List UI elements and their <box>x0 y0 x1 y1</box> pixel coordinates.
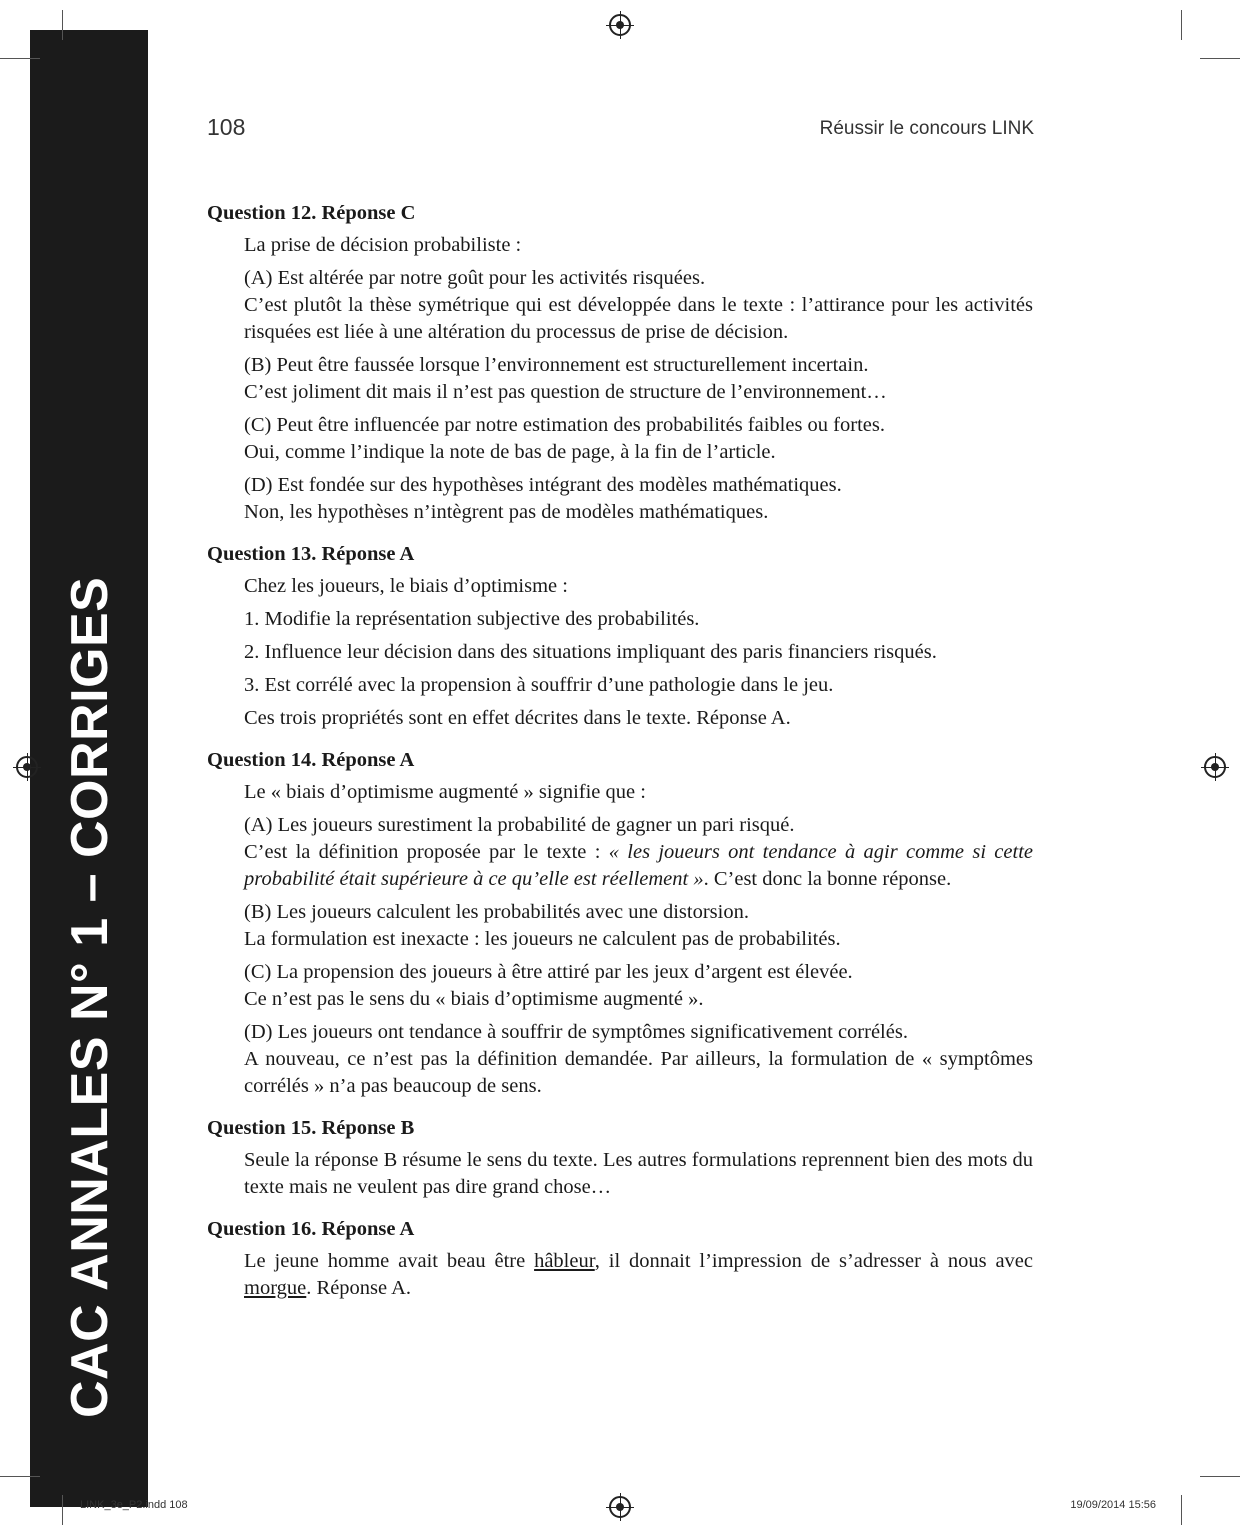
text-line: Ces trois propriétés sont en effet décrites dans le texte. Réponse A. <box>244 707 791 729</box>
list-item <box>244 639 1033 666</box>
answer-option <box>244 412 1033 466</box>
question-14 <box>207 747 1033 1100</box>
underlined-word: morgue <box>244 1277 307 1299</box>
crop-mark <box>0 1476 40 1477</box>
option-comment: A nouveau, ce n’est pas la définition demandée. Par ailleurs, la formulation de « symptômes corrélés » n’a pas beaucoup de sens. <box>244 1048 1033 1097</box>
option-comment: La formulation est inexacte : les joueurs ne calculent pas de probabilités. <box>244 928 841 950</box>
example-sentence <box>244 1248 1033 1302</box>
question-12 <box>207 200 1033 526</box>
text-line: Chez les joueurs, le biais d’optimisme : <box>244 575 568 597</box>
question-prompt <box>244 573 1033 600</box>
option-text: (A) Est altérée par notre goût pour les activités risquées. <box>244 267 706 289</box>
question-title: Question 16. Réponse A <box>207 1218 415 1240</box>
footer-timestamp: 19/09/2014 15:56 <box>1070 1499 1156 1511</box>
crop-mark <box>62 10 63 40</box>
option-comment: Non, les hypothèses n’intègrent pas de modèles mathématiques. <box>244 501 769 523</box>
option-comment: Oui, comme l’indique la note de bas de page, à la fin de l’article. <box>244 441 776 463</box>
option-text: (A) Les joueurs surestiment la probabilité de gagner un pari risqué. <box>244 814 795 836</box>
crop-mark <box>0 58 40 59</box>
option-comment: C’est joliment dit mais il n’est pas question de structure de l’environnement… <box>244 381 887 403</box>
underlined-word: hâbleur <box>534 1250 595 1272</box>
sentence-part: . Réponse A. <box>306 1277 412 1299</box>
sentence-part: , il donnait l’impression de s’adresser à nous avec <box>594 1250 1033 1272</box>
sentence-text <box>244 1248 1033 1302</box>
option-comment: C’est plutôt la thèse symétrique qui est développée dans le texte : l’attirance pour les activités risquées est liée à une altération du processus de prise de décision. <box>244 294 1033 343</box>
registration-mark-icon <box>16 756 38 778</box>
crop-mark <box>1181 1495 1182 1525</box>
question-title: Question 12. Réponse C <box>207 202 416 224</box>
option-text: (C) La propension des joueurs à être attiré par les jeux d’argent est élevée. <box>244 961 853 983</box>
answer-option <box>244 1019 1033 1100</box>
crop-mark <box>1200 58 1240 59</box>
registration-mark-icon <box>609 14 631 36</box>
question-title: Question 14. Réponse A <box>207 749 415 771</box>
question-title: Question 15. Réponse B <box>207 1117 415 1139</box>
option-text: (B) Peut être faussée lorsque l’environnement est structurellement incertain. <box>244 354 869 376</box>
conclusion <box>244 705 1033 732</box>
text-line: 3. Est corrélé avec la propension à souffrir d’une pathologie dans le jeu. <box>244 674 834 696</box>
text-line: 2. Influence leur décision dans des situations impliquant des paris financiers risqués. <box>244 641 937 663</box>
crop-mark <box>1181 10 1182 40</box>
comment-suffix: . C’est donc la bonne réponse. <box>703 868 952 890</box>
answer-option <box>244 352 1033 406</box>
question-prompt <box>244 779 1033 806</box>
option-text: (B) Les joueurs calculent les probabilités avec une distorsion. <box>244 901 749 923</box>
answer-option <box>244 812 1033 893</box>
quote: « les joueurs ont tendance à agir comme si cette probabilité était supérieure à ce qu’elle est réellement » <box>244 841 1033 890</box>
question-15 <box>207 1115 1033 1201</box>
running-title: Réussir le concours LINK <box>819 118 1034 139</box>
explanation <box>244 1147 1033 1201</box>
answer-option <box>244 265 1033 346</box>
option-comment <box>244 839 1033 893</box>
list-item <box>244 606 1033 633</box>
footer-file: LINK_3e_P2.indd 108 <box>80 1499 188 1511</box>
registration-mark-icon <box>1204 756 1226 778</box>
crop-mark <box>1200 1476 1240 1477</box>
question-prompt <box>244 232 1033 259</box>
sentence-part: Le jeune homme avait beau être <box>244 1250 535 1272</box>
option-text: (D) Les joueurs ont tendance à souffrir de symptômes significativement corrélés. <box>244 1021 908 1043</box>
registration-mark-icon <box>609 1496 631 1518</box>
question-13 <box>207 541 1033 732</box>
answer-option <box>244 959 1033 1013</box>
option-comment: Ce n’est pas le sens du « biais d’optimisme augmenté ». <box>244 988 704 1010</box>
text-line: Le « biais d’optimisme augmenté » signifie que : <box>244 781 646 803</box>
list-item <box>244 672 1033 699</box>
text-line: La prise de décision probabiliste : <box>244 234 522 256</box>
option-text: (C) Peut être influencée par notre estimation des probabilités faibles ou fortes. <box>244 414 885 436</box>
content <box>207 200 1033 1317</box>
answer-option <box>244 899 1033 953</box>
crop-mark <box>62 1495 63 1525</box>
page-number: 108 <box>207 114 246 140</box>
option-text: (D) Est fondée sur des hypothèses intégrant des modèles mathématiques. <box>244 474 842 496</box>
question-16 <box>207 1216 1033 1302</box>
text-line: Seule la réponse B résume le sens du texte. Les autres formulations reprennent bien des mots du texte mais ne veulent pas dire grand chose… <box>244 1149 1033 1198</box>
comment-prefix: C’est la définition proposée par le texte : <box>244 841 609 863</box>
question-title: Question 13. Réponse A <box>207 543 415 565</box>
answer-option <box>244 472 1033 526</box>
side-title: CAC ANNALES N° 1 – CORRIGES <box>61 576 119 1418</box>
text-line: 1. Modifie la représentation subjective des probabilités. <box>244 608 700 630</box>
